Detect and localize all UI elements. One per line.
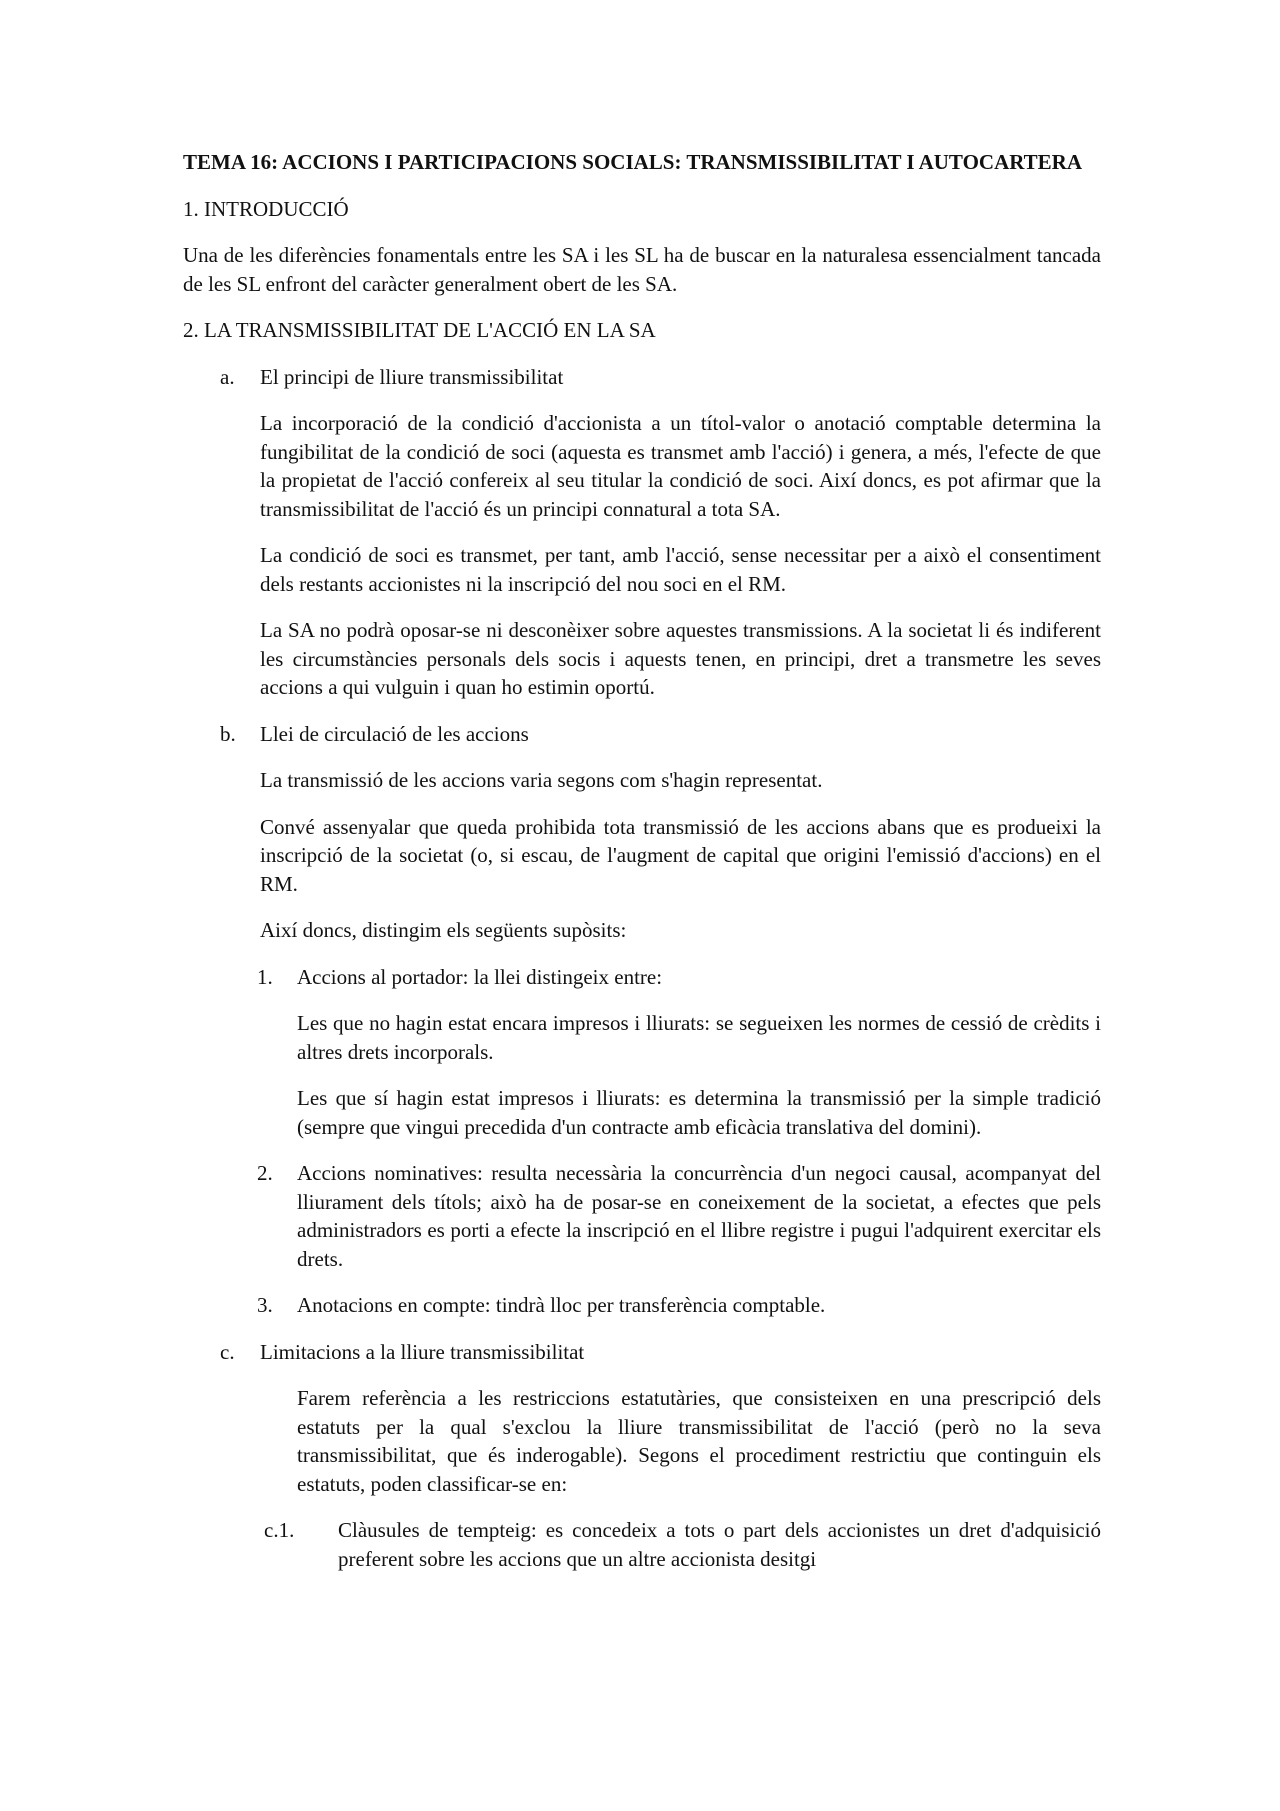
list-marker-b: b. bbox=[220, 721, 236, 746]
list-item-b2-text: Accions nominatives: resulta necessària la concurrència d'un negoci causal, acompanyat del lliurament dels títols; això ha de posar-se en coneixement de la societat, a efectes que pels administradors es porti a efecte la inscripció en el llibre registre i pugui l'adquirent exercitar els drets. bbox=[297, 1161, 1101, 1271]
list-marker-c: c. bbox=[220, 1339, 235, 1364]
document-content bbox=[183, 148, 1101, 1591]
list-item-c1 bbox=[183, 1516, 1101, 1573]
b1-sub-paragraph-2: Les que sí hagin estat impresos i lliurats: es determina la transmissió per la simple tradició (sempre que vingui precedida d'un contracte amb eficàcia translativa del domini). bbox=[297, 1086, 1101, 1139]
list-item-a-label: El principi de lliure transmissibilitat bbox=[260, 364, 564, 389]
list-marker-b2: 2. bbox=[257, 1161, 273, 1185]
list-item-b-label: Llei de circulació de les accions bbox=[260, 721, 529, 746]
section-2-heading: 2. LA TRANSMISSIBILITAT DE L'ACCIÓ EN LA SA bbox=[183, 318, 656, 342]
list-item-c bbox=[183, 1338, 1101, 1367]
list-item-c1-text: Clàusules de tempteig: es concedeix a tots o part dels accionistes un dret d'adquisició preferent sobre les accions que un altre accionista desitgi bbox=[338, 1518, 1101, 1571]
a-paragraph-1: La incorporació de la condició d'accionista a un títol-valor o anotació comptable determina la fungibilitat de la condició de soci (aquesta es transmet amb l'acció) i genera, a més, l'efecte de que la propietat de l'acció confereix al seu titular la condició de soci. Així doncs, es pot afirmar que la transmissibilitat de l'acció és un principi connatural a tota SA. bbox=[260, 411, 1101, 521]
b-paragraph-1: La transmissió de les accions varia segons com s'hagin representat. bbox=[260, 768, 823, 792]
list-marker-b1: 1. bbox=[257, 964, 273, 989]
b-paragraph-2: Convé assenyalar que queda prohibida tota transmissió de les accions abans que es produeixi la inscripció de la societat (o, si escau, de l'augment de capital que origini l'emissió d'accions) en el RM. bbox=[260, 814, 1101, 896]
list-item-b2 bbox=[183, 1159, 1101, 1273]
list-item-b3-text: Anotacions en compte: tindrà lloc per transferència comptable. bbox=[297, 1293, 826, 1317]
a-paragraph-2: La condició de soci es transmet, per tant, amb l'acció, sense necessitar per a això el consentiment dels restants accionistes ni la inscripció del nou soci en el RM. bbox=[260, 543, 1101, 596]
list-item-b1 bbox=[183, 963, 1101, 992]
section-1-paragraph: Una de les diferències fonamentals entre les SA i les SL ha de buscar en la naturalesa essencialment tancada de les SL enfront del caràcter generalment obert de les SA. bbox=[183, 243, 1101, 296]
c-paragraph: Farem referència a les restriccions estatutàries, que consisteixen en una prescripció dels estatuts per la qual s'exclou la lliure transmissibilitat de l'acció (però no la seva transmissibilitat, que és inderogable). Segons el procediment restrictiu que continguin els estatuts, poden classificar-se en: bbox=[297, 1386, 1101, 1496]
list-item-c-label: Limitacions a la lliure transmissibilitat bbox=[260, 1339, 585, 1364]
list-item-a bbox=[183, 363, 1101, 392]
list-item-b bbox=[183, 720, 1101, 749]
section-1-heading: 1. INTRODUCCIÓ bbox=[183, 196, 349, 221]
b-paragraph-3: Així doncs, distingim els següents supòsits: bbox=[260, 918, 627, 942]
list-marker-a: a. bbox=[220, 364, 235, 389]
a-paragraph-3: La SA no podrà oposar-se ni desconèixer sobre aquestes transmissions. A la societat li és indiferent les circumstàncies personals dels socis i aquests tenen, en principi, dret a transmetre les seves accions a qui vulguin i quan ho estimin oportú. bbox=[260, 618, 1101, 699]
list-item-b1-text: Accions al portador: la llei distingeix entre: bbox=[297, 964, 663, 989]
b1-sub-paragraph-1: Les que no hagin estat encara impresos i lliurats: se segueixen les normes de cessió de crèdits i altres drets incorporals. bbox=[297, 1011, 1101, 1064]
list-marker-c1: c.1. bbox=[264, 1518, 295, 1542]
list-marker-b3: 3. bbox=[257, 1293, 273, 1317]
document-title: TEMA 16: ACCIONS I PARTICIPACIONS SOCIALS: TRANSMISSIBILITAT I AUTOCARTERA bbox=[183, 150, 1083, 174]
list-item-b3 bbox=[183, 1291, 1101, 1320]
